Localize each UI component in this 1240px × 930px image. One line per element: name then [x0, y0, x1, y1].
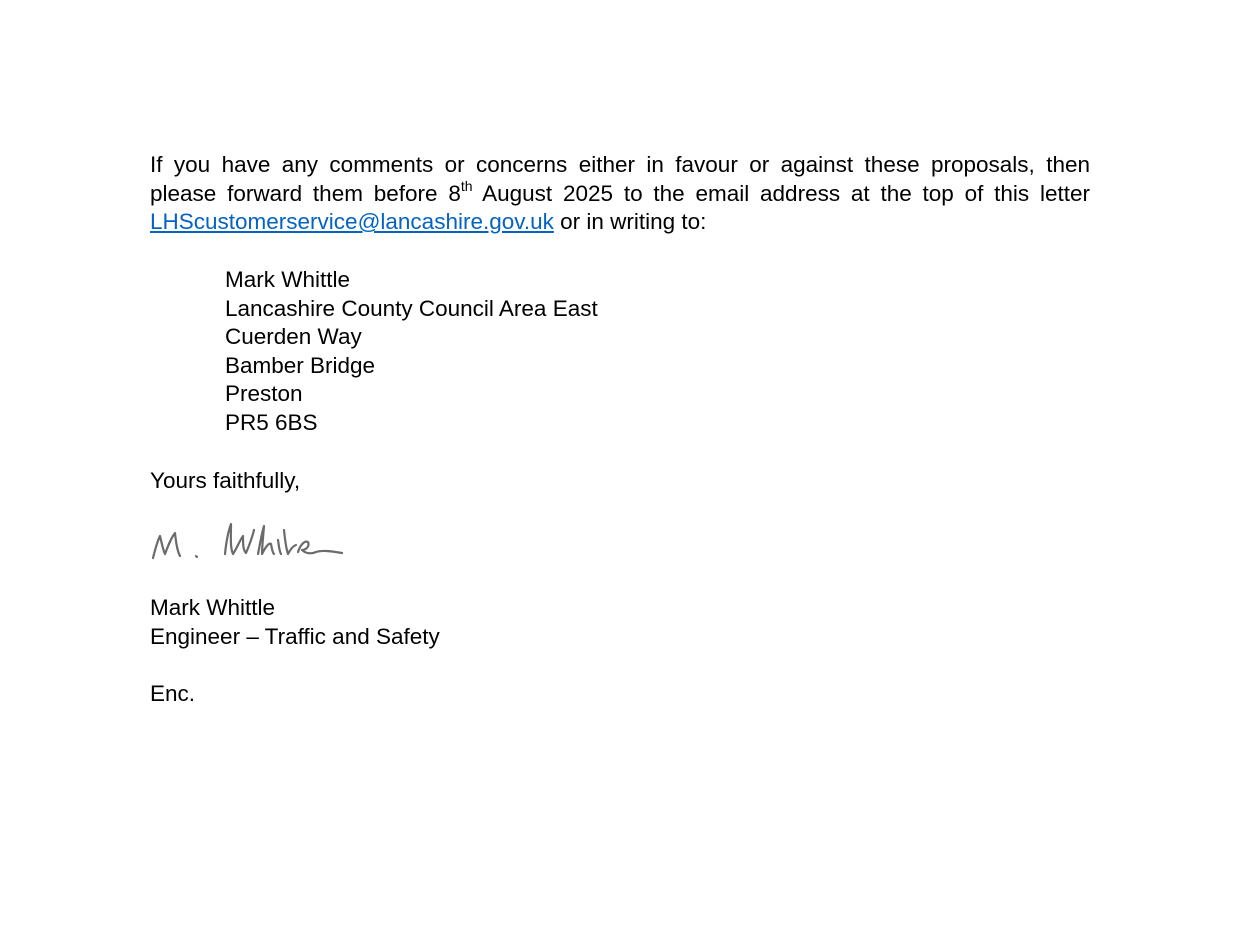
closing-salutation: Yours faithfully, — [150, 468, 301, 493]
handwritten-signature — [150, 518, 350, 568]
postal-address — [225, 266, 598, 438]
intro-text-part1: If you have any comments or concerns either in favour or against these proposals, then please forward them before 8 — [150, 152, 1090, 206]
intro-text-part3: or in writing to: — [553, 209, 707, 235]
email-link[interactable]: LHScustomerservice@lancashire.gov.uk — [150, 209, 554, 235]
enclosure-note: Enc. — [150, 681, 196, 706]
signatory-name: Mark Whittle — [150, 595, 276, 620]
address-line: Bamber Bridge — [225, 352, 376, 378]
address-line: PR5 6BS — [225, 409, 318, 435]
ordinal-suffix: th — [460, 178, 473, 195]
letter-body-paragraph — [150, 151, 1090, 237]
address-line: Lancashire County Council Area East — [225, 295, 598, 321]
address-line: Mark Whittle — [225, 267, 351, 292]
signatory-block — [150, 594, 440, 651]
signatory-title: Engineer – Traffic and Safety — [150, 623, 440, 649]
intro-text-part2: August 2025 to the email address at the top of this letter — [472, 180, 1090, 206]
address-line: Cuerden Way — [225, 324, 362, 350]
address-line: Preston — [225, 381, 303, 407]
